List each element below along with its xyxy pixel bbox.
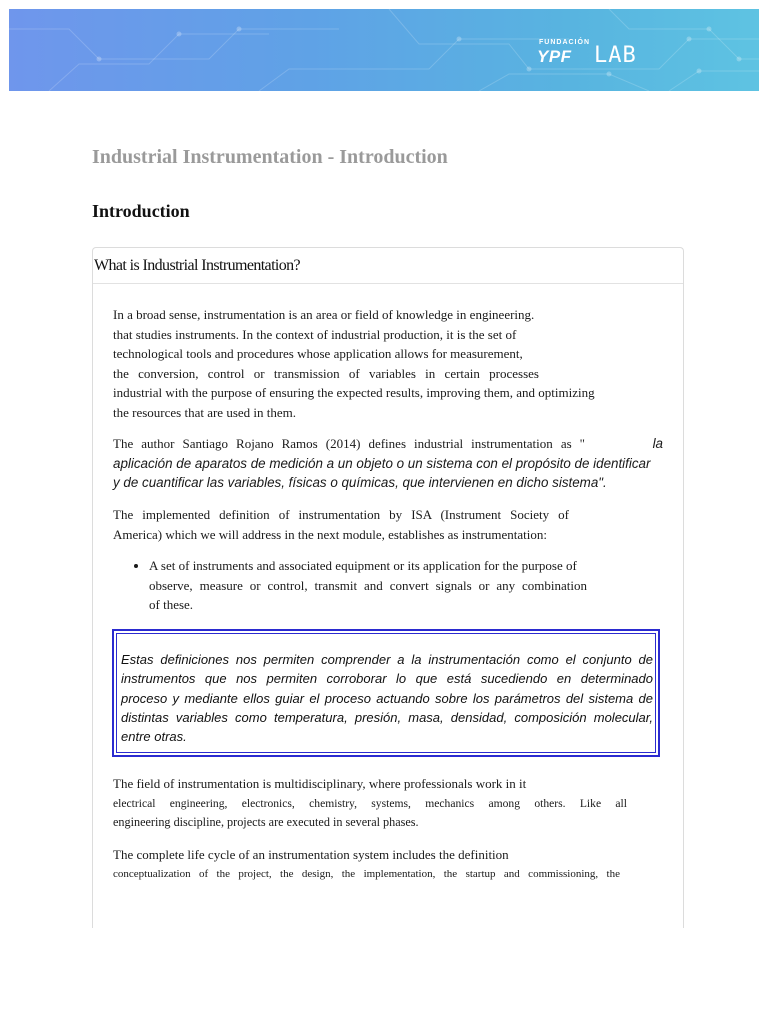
text-line: The complete life cycle of an instrumentation system includes the definition xyxy=(113,847,509,862)
text-line: electrical engineering, electronics, chemistry, systems, mechanics among others. Like all xyxy=(113,796,627,810)
text-line: the conversion, control or transmission of variables in certain processes xyxy=(113,365,539,381)
paragraph-author-quote xyxy=(113,434,663,493)
quote-start-text: la xyxy=(652,436,663,451)
text-line: In a broad sense, instrumentation is an area or field of knowledge in engineering. xyxy=(113,307,535,322)
author-intro-text: The author Santiago Rojano Ramos (2014) defines industrial instrumentation as " xyxy=(113,436,585,451)
card-header: What is Industrial Instrumentation? xyxy=(93,248,683,284)
logo-ypf-text: YPF xyxy=(537,47,572,66)
quote-line: y de cuantificar las variables, físicas o químicas, que intervienen en dicho sistema". xyxy=(113,475,607,490)
text-line: technological tools and procedures whose application allows for measurement, xyxy=(113,346,523,361)
text-line: that studies instruments. In the context of industrial production, it is the set of xyxy=(113,326,517,342)
paragraph-isa-definition xyxy=(113,505,569,544)
logo-lab-text: LAB xyxy=(594,43,637,68)
callout-line: Estas definiciones nos permiten comprender a la instrumentación como el conjunto de xyxy=(121,652,653,667)
text-line: The field of instrumentation is multidisciplinary, where professionals work in it xyxy=(113,776,527,791)
circuit-pattern-decoration xyxy=(9,9,759,91)
callout-text xyxy=(116,633,656,753)
text-line: The implemented definition of instrumentation by ISA (Instrument Society of xyxy=(113,507,569,522)
callout-line: entre otras. xyxy=(121,729,187,745)
text-line: conceptualization of the project, the design, the implementation, the startup and commissioning, the xyxy=(113,867,620,880)
text-line: of these. xyxy=(149,597,194,612)
callout-line: instrumentos que nos permiten corroborar lo que está sucediendo en determinado xyxy=(121,671,653,687)
content-card xyxy=(92,247,684,928)
paragraph-life-cycle xyxy=(113,845,620,884)
page-title: Industrial Instrumentation - Introduction xyxy=(92,146,448,168)
definition-callout-box xyxy=(112,629,660,757)
text-line: industrial with the purpose of ensuring the expected results, improving them, and optimizing xyxy=(113,385,595,400)
paragraph-definition xyxy=(113,305,641,422)
instrumentation-bullet-list xyxy=(129,556,649,615)
text-line: America) which we will address in the next module, establishes as instrumentation: xyxy=(113,526,547,542)
callout-line: distintas variables como temperatura, presión, masa, densidad, composición molecular, xyxy=(121,709,653,725)
header-banner xyxy=(9,9,759,91)
quote-line: aplicación de aparatos de medición a un objeto o un sistema con el propósito de identificar xyxy=(113,455,651,471)
text-line: • A set of instruments and associated equipment or its application for the purpose of xyxy=(149,558,577,573)
text-line xyxy=(113,434,663,454)
text-line: observe, measure or control, transmit and convert signals or any combination xyxy=(149,577,587,593)
list-item xyxy=(149,556,649,615)
logo-foundation-text: FUNDACIÓN xyxy=(539,39,590,46)
text-line: engineering discipline, projects are executed in several phases. xyxy=(113,815,419,829)
text-line: the resources that are used in them. xyxy=(113,404,297,420)
callout-line: proceso y mediante ellos guiar el proceso actuando sobre los parámetros del sistema de xyxy=(121,690,653,706)
section-title: Introduction xyxy=(92,201,190,221)
paragraph-multidisciplinary xyxy=(113,774,627,833)
